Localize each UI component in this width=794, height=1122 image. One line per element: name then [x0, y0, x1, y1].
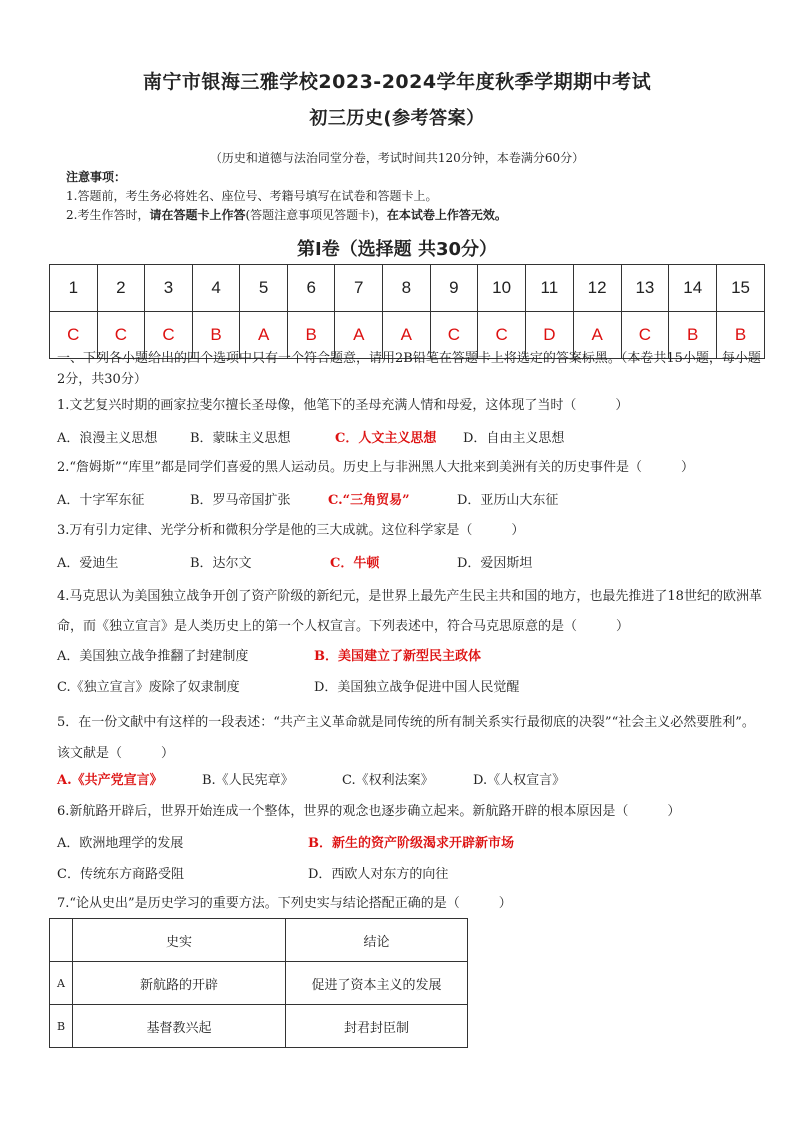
q7-header-fact: 史实: [73, 919, 286, 962]
answer-cell: B: [287, 312, 335, 359]
q1-option-d: D．自由主义思想: [463, 431, 565, 446]
q7-corner-cell: [50, 919, 73, 962]
q4-option-c: C.《独立宣言》废除了奴隶制度: [57, 680, 240, 695]
q3-option-c-correct: C．牛顿: [330, 556, 380, 571]
q1-option-a: A．浪漫主义思想: [57, 431, 158, 446]
question-number-cell: 12: [573, 265, 621, 312]
q5-option-d: D.《人权宣言》: [473, 773, 566, 788]
question-1-stem: 1.文艺复兴时期的画家拉斐尔擅长圣母像，他笔下的圣母充满人情和母爱，这体现了当时（ ）: [57, 398, 629, 413]
q7-row-a: [50, 962, 468, 1005]
q2-option-a: A．十字军东征: [57, 493, 145, 508]
q6-option-b-correct: B．新生的资产阶级渴求开辟新市场: [308, 836, 514, 851]
answer-cell: A: [383, 312, 431, 359]
question-number-cell: 15: [717, 265, 765, 312]
q7-row-b-fact: 基督教兴起: [73, 1005, 286, 1048]
section-1-title: 第Ⅰ卷（选择题 共30分）: [296, 239, 497, 260]
question-3-stem: 3.万有引力定律、光学分析和微积分学是他的三大成就。这位科学家是（ ）: [57, 523, 525, 538]
subject-title: 初三历史(参考答案）: [309, 108, 485, 129]
q5-option-b: B.《人民宪章》: [202, 773, 294, 788]
q4-option-b-correct: B．美国建立了新型民主政体: [314, 649, 481, 664]
q7-row-a-label: A: [50, 962, 73, 1005]
question-number-cell: 8: [383, 265, 431, 312]
notice-item-2-part-d: 在本试卷上作答无效。: [386, 208, 507, 222]
notice-item-1: 1.答题前，考生务必将姓名、座位号、考籍号填写在试卷和答题卡上。: [66, 189, 438, 203]
question-number-cell: 4: [192, 265, 240, 312]
school-exam-title: 南宁市银海三雅学校2023-2024学年度秋季学期期中考试: [142, 71, 652, 93]
q4-option-d: D．美国独立战争促进中国人民觉醒: [314, 680, 520, 695]
question-7-table: [49, 918, 468, 1048]
q3-option-b: B．达尔文: [190, 556, 252, 571]
answer-cell: B: [717, 312, 765, 359]
answer-cell: A: [573, 312, 621, 359]
q1-option-b: B．蒙昧主义思想: [190, 431, 291, 446]
q1-option-c-correct: C．人文主义思想: [335, 431, 437, 446]
answer-cell: B: [192, 312, 240, 359]
question-number-cell: 3: [145, 265, 193, 312]
q7-row-b-conclusion: 封君封臣制: [286, 1005, 468, 1048]
q5-option-a-correct: A.《共产党宣言》: [57, 773, 163, 788]
question-number-cell: 9: [430, 265, 478, 312]
answer-cell: C: [478, 312, 526, 359]
q6-option-c: C．传统东方商路受阻: [57, 867, 184, 882]
exam-info: （历史和道德与法治同堂分卷，考试时间共120分钟，本卷满分60分）: [209, 151, 585, 165]
notice-item-2: [66, 206, 507, 223]
question-number-cell: 14: [669, 265, 717, 312]
q6-option-d: D．西欧人对东方的向往: [308, 867, 449, 882]
answer-cell: C: [621, 312, 669, 359]
q6-option-a: A．欧洲地理学的发展: [57, 836, 184, 851]
question-6-stem: 6.新航路开辟后，世界开始连成一个整体，世界的观念也逐步确立起来。新航路开辟的根本原因是（ ）: [57, 804, 681, 819]
q7-header-row: [50, 919, 468, 962]
q5-option-c: C.《权利法案》: [342, 773, 434, 788]
q2-option-b: B．罗马帝国扩张: [190, 493, 291, 508]
question-2-stem: 2.“詹姆斯”“库里”都是同学们喜爱的黑人运动员。历史上与非洲黑人大批来到美洲有关的历史事件是（ ）: [57, 460, 694, 475]
question-7-stem: 7.“论从史出”是历史学习的重要方法。下列史实与结论搭配正确的是（ ）: [57, 896, 512, 911]
q2-option-c-correct: C.“三角贸易”: [328, 493, 410, 508]
question-number-cell: 7: [335, 265, 383, 312]
answer-cell: D: [525, 312, 573, 359]
q2-option-d: D．亚历山大东征: [457, 493, 559, 508]
question-number-cell: 2: [97, 265, 145, 312]
answer-cell: C: [50, 312, 98, 359]
question-number-cell: 6: [287, 265, 335, 312]
question-number-cell: 1: [50, 265, 98, 312]
answer-key-table: [49, 264, 765, 359]
question-number-row: [50, 265, 765, 312]
question-4-stem: 4.马克思认为美国独立战争开创了资产阶级的新纪元，是世界上最先产生民主共和国的地方，也最先推进了18世纪的欧洲革命，而《独立宣言》是人类历史上的第一个人权宣言。下列表述中，符合马克思原意的是（ ）: [57, 589, 762, 634]
question-number-cell: 11: [525, 265, 573, 312]
q3-option-a: A．爱迪生: [57, 556, 119, 571]
q7-row-a-conclusion: 促进了资本主义的发展: [286, 962, 468, 1005]
answer-cell: C: [430, 312, 478, 359]
answer-cell: A: [240, 312, 288, 359]
question-number-cell: 13: [621, 265, 669, 312]
notice-item-2-part-b: 请在答题卡上作答: [149, 208, 246, 222]
part-1-instructions: 一、下列各小题给出的四个选项中只有一个符合题意，请用2B铅笔在答题卡上将选定的答案标黑。（本卷共15小题，每小题2分，共30分）: [57, 351, 761, 387]
answer-cell: B: [669, 312, 717, 359]
q7-row-b: [50, 1005, 468, 1048]
answer-cell: C: [97, 312, 145, 359]
question-number-cell: 10: [478, 265, 526, 312]
q3-option-d: D．爱因斯坦: [457, 556, 533, 571]
answer-cell: C: [145, 312, 193, 359]
question-5-stem: 5．在一份文献中有这样的一段表述：“共产主义革命就是同传统的所有制关系实行最彻底的决裂”“社会主义必然要胜利”。该文献是（ ）: [57, 715, 755, 761]
q4-option-a: A．美国独立战争推翻了封建制度: [57, 649, 249, 664]
q7-row-b-label: B: [50, 1005, 73, 1048]
notice-item-2-part-c: (答题注意事项见答题卡)，: [245, 208, 387, 222]
notice-item-2-part-a: 2.考生作答时，: [66, 208, 150, 222]
question-number-cell: 5: [240, 265, 288, 312]
q7-header-conclusion: 结论: [286, 919, 468, 962]
notice-heading: 注意事项：: [66, 170, 127, 184]
q7-row-a-fact: 新航路的开辟: [73, 962, 286, 1005]
answer-cell: A: [335, 312, 383, 359]
